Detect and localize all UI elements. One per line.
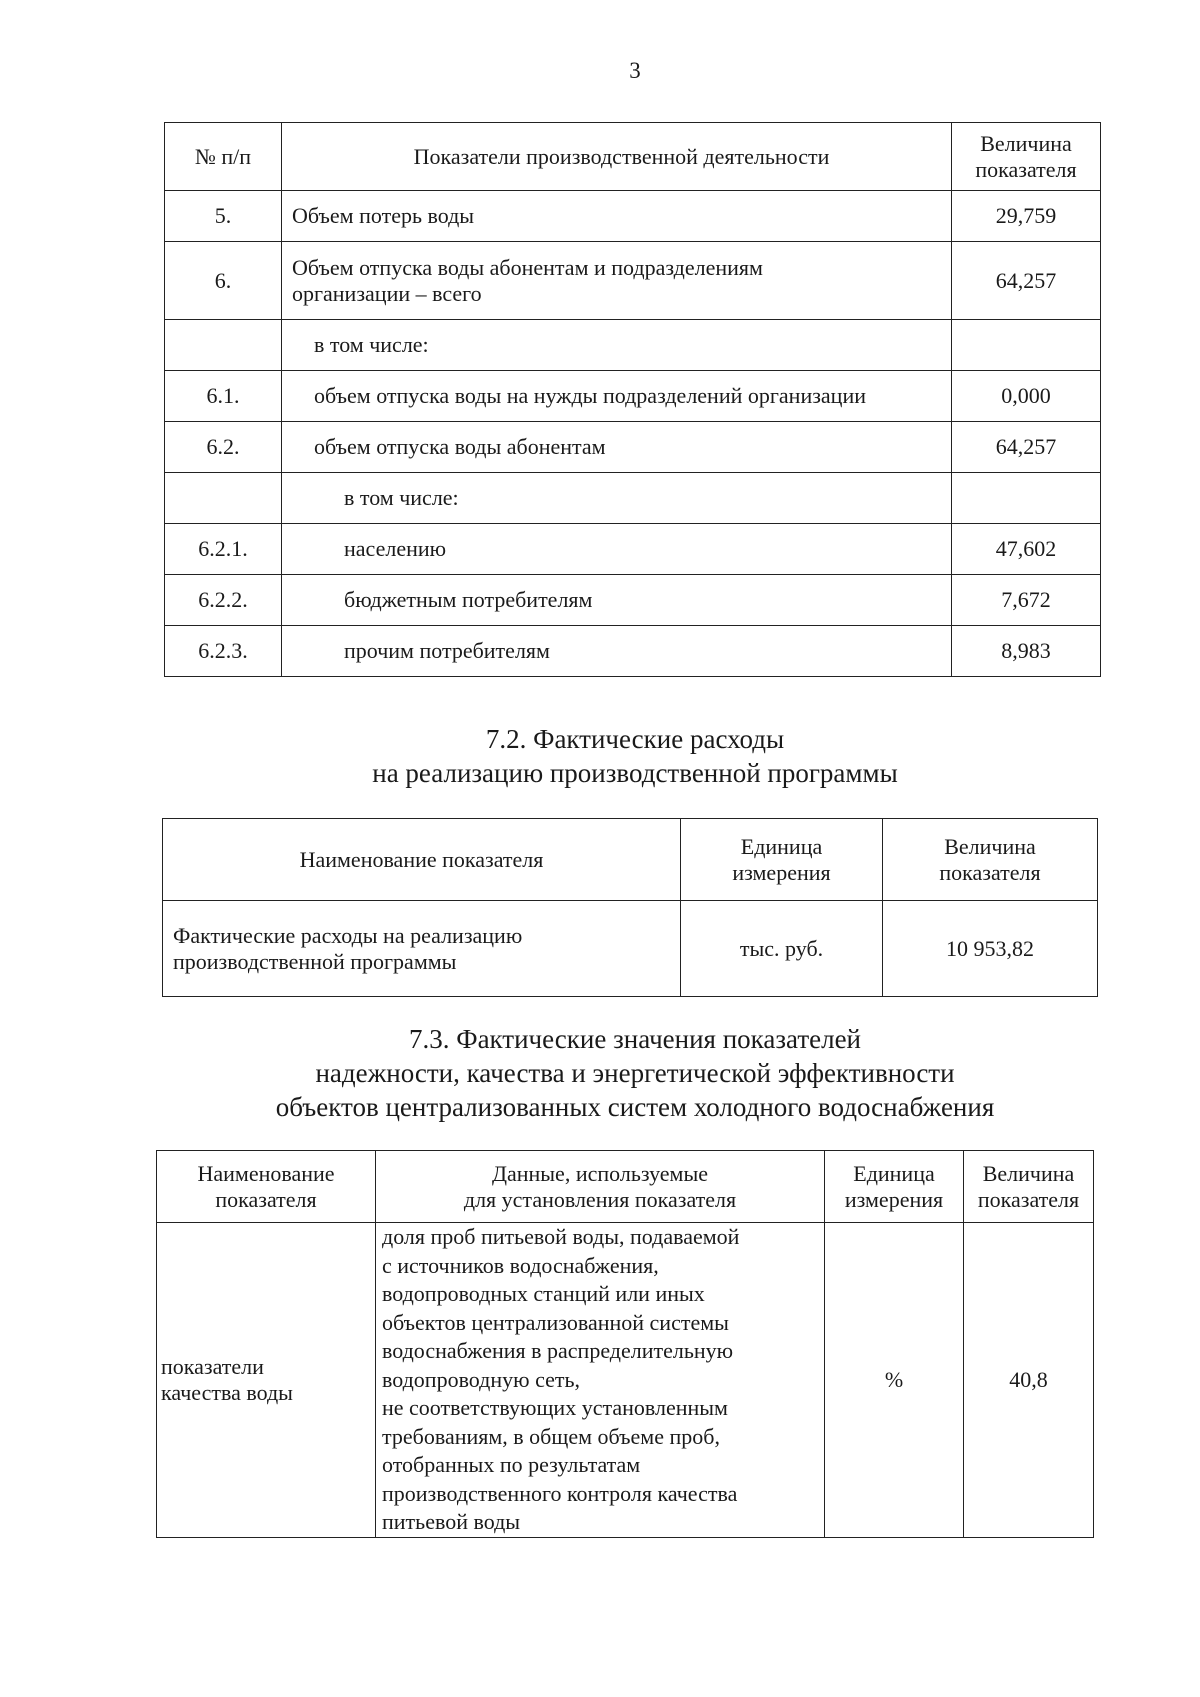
row-data-line: водоснабжения в распределительную xyxy=(382,1338,734,1363)
row-value xyxy=(952,473,1101,524)
header-value-line1: Величина xyxy=(980,130,1072,156)
row-num xyxy=(165,320,282,371)
row-unit: тыс. руб. xyxy=(681,901,883,997)
row-value: 29,759 xyxy=(952,191,1101,242)
page-number: 3 xyxy=(629,58,641,83)
header-name xyxy=(157,1151,376,1223)
table-row xyxy=(163,901,1098,997)
row-value: 10 953,82 xyxy=(883,901,1098,997)
row-num: 6.2.1. xyxy=(165,524,282,575)
row-name: населению xyxy=(282,524,952,575)
row-data-line: водопроводных станций или иных xyxy=(382,1281,705,1306)
header-data-line2: для установления показателя xyxy=(463,1186,737,1212)
header-unit-line1: Единица xyxy=(740,833,823,859)
section-title-line1: 7.3. Фактические значения показателей xyxy=(408,1024,862,1054)
section-title-7-3 xyxy=(0,1022,1200,1124)
header-indicator-name: Показатели производственной деятельности xyxy=(282,123,952,191)
row-data-line: требованиям, в общем объеме проб, xyxy=(382,1423,720,1449)
row-data-description xyxy=(376,1223,825,1538)
table-row xyxy=(165,575,1101,626)
production-indicators-table xyxy=(164,122,1101,677)
row-value: 7,672 xyxy=(952,575,1101,626)
section-title-7-2 xyxy=(0,722,1200,790)
header-value-line2: показателя xyxy=(975,156,1077,182)
row-data-line: питьевой воды xyxy=(382,1509,521,1534)
table-row xyxy=(165,371,1101,422)
row-unit: % xyxy=(825,1223,964,1538)
section-title-line2: надежности, качества и энергетической эффективности xyxy=(315,1058,955,1088)
row-value: 64,257 xyxy=(952,242,1101,320)
table-row xyxy=(165,524,1101,575)
header-unit-line1: Единица xyxy=(853,1160,935,1186)
row-data-line: с источников водоснабжения, xyxy=(382,1252,659,1278)
row-num: 6.2.2. xyxy=(165,575,282,626)
header-data-line1: Данные, используемые xyxy=(491,1160,709,1186)
row-name: Объем потерь воды xyxy=(282,191,952,242)
table-row xyxy=(165,191,1101,242)
actual-expenses-table xyxy=(162,818,1098,997)
row-name xyxy=(163,901,681,997)
row-num: 6.2. xyxy=(165,422,282,473)
table-row xyxy=(165,320,1101,371)
header-unit xyxy=(681,819,883,901)
table-row xyxy=(165,242,1101,320)
row-name: объем отпуска воды на нужды подразделений организации xyxy=(282,371,952,422)
header-value-line2: показателя xyxy=(939,859,1041,885)
table-row xyxy=(165,422,1101,473)
row-value: 8,983 xyxy=(952,626,1101,677)
row-name: бюджетным потребителям xyxy=(282,575,952,626)
header-value xyxy=(964,1151,1094,1223)
row-name-line1: Объем отпуска воды абонентам и подразделениям xyxy=(292,254,763,280)
header-name: Наименование показателя xyxy=(163,819,681,901)
header-value xyxy=(883,819,1098,901)
header-value-line1: Величина xyxy=(944,833,1036,859)
quality-indicators-table xyxy=(156,1150,1094,1538)
row-value: 64,257 xyxy=(952,422,1101,473)
row-name-line2: производственной программы xyxy=(173,948,457,974)
table-row xyxy=(165,626,1101,677)
header-name-line1: Наименование xyxy=(197,1160,335,1186)
row-name: в том числе: xyxy=(282,320,952,371)
row-data-line: производственного контроля качества xyxy=(382,1480,738,1506)
row-name: прочим потребителям xyxy=(282,626,952,677)
row-name-line1: показатели xyxy=(161,1353,264,1379)
header-value-line1: Величина xyxy=(982,1160,1075,1186)
row-data-line: доля проб питьевой воды, подаваемой xyxy=(382,1224,740,1249)
row-num: 6. xyxy=(165,242,282,320)
section-title-line1: 7.2. Фактические расходы xyxy=(485,724,785,754)
row-value: 0,000 xyxy=(952,371,1101,422)
table-header-row xyxy=(157,1151,1094,1223)
section-title-line3: объектов централизованных систем холодного водоснабжения xyxy=(275,1092,995,1122)
row-name xyxy=(157,1223,376,1538)
header-unit-line2: измерения xyxy=(732,859,831,885)
row-data-line: не соответствующих установленным xyxy=(382,1395,728,1420)
table-row xyxy=(165,473,1101,524)
header-name-line2: показателя xyxy=(215,1186,317,1212)
row-num: 6.1. xyxy=(165,371,282,422)
table-header-row xyxy=(163,819,1098,901)
table-row xyxy=(157,1223,1094,1538)
header-unit-line2: измерения xyxy=(844,1186,944,1212)
row-data-line: отобранных по результатам xyxy=(382,1452,641,1477)
row-value: 47,602 xyxy=(952,524,1101,575)
row-data-line: водопроводную сеть, xyxy=(382,1366,581,1392)
row-value xyxy=(952,320,1101,371)
section-title-line2: на реализацию производственной программы xyxy=(372,758,898,788)
header-value xyxy=(952,123,1101,191)
row-name xyxy=(282,242,952,320)
row-num: 5. xyxy=(165,191,282,242)
row-value: 40,8 xyxy=(964,1223,1094,1538)
row-num xyxy=(165,473,282,524)
header-unit xyxy=(825,1151,964,1223)
row-name: в том числе: xyxy=(282,473,952,524)
header-data xyxy=(376,1151,825,1223)
row-name-line2: организации – всего xyxy=(292,280,482,306)
row-num: 6.2.3. xyxy=(165,626,282,677)
table-header-row xyxy=(165,123,1101,191)
row-name: объем отпуска воды абонентам xyxy=(282,422,952,473)
header-num: № п/п xyxy=(165,123,282,191)
header-value-line2: показателя xyxy=(977,1186,1080,1212)
row-name-line2: качества воды xyxy=(161,1379,293,1405)
row-data-line: объектов централизованной системы xyxy=(382,1309,729,1335)
row-name-line1: Фактические расходы на реализацию xyxy=(173,922,523,948)
